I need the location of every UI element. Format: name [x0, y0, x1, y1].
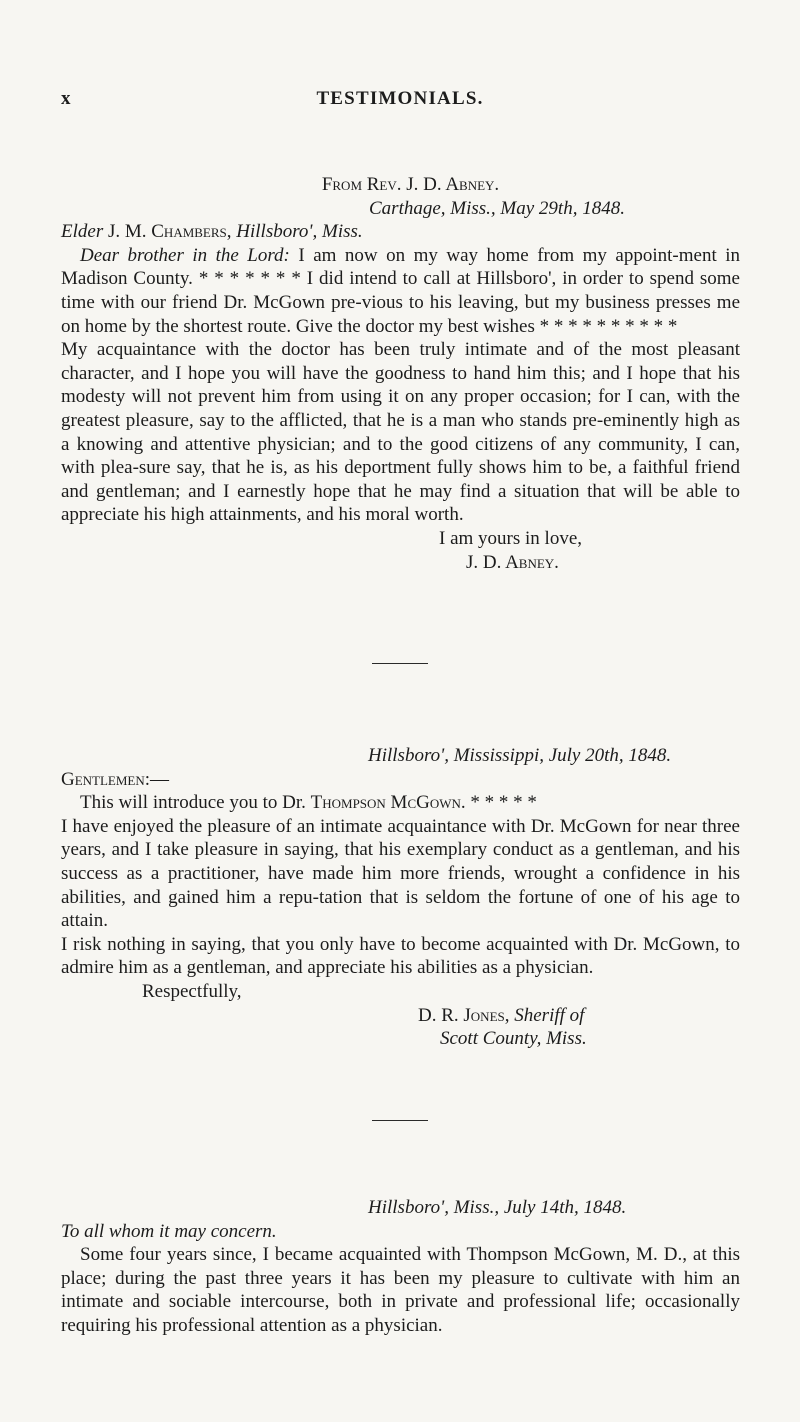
letter1-salutation: Dear brother in the Lord: [80, 244, 290, 266]
letter3-dateline: Hillsboro', Miss., July 14th, 1848. [368, 1197, 627, 1218]
letter-jones [61, 744, 740, 1051]
letter1-closing: I am yours in love, [439, 527, 583, 549]
letter1-paragraph: Dear brother in the Lord: I am now on my way home from my appoint-ment in Madison County. * * * * * * * I did intend to call at Hillsboro', in order to spend some time with our friend Dr. McGown pre-vious to his leaving, but my business presses me on home by the shortest route. Give the doctor my best wishes * * * * * * * * * * [61, 244, 741, 337]
letter2-paragraph-2: I risk nothing in saying, that you only have to become acquainted with Dr. McGown, to admire him as a gentleman, and appreciate his abilities as a physician. [61, 933, 740, 979]
letter2-dateline: Hillsboro', Mississippi, July 20th, 1848. [368, 745, 672, 766]
letter-third [61, 1196, 740, 1338]
letter1-from-line: From Rev. J. D. Abney. [321, 174, 500, 195]
letter1-signature: J. D. Abney. [466, 551, 559, 573]
letter2-intro: This will introduce you to Dr. Thompson McGown. * * * * * [80, 792, 537, 814]
letter2-paragraph: I have enjoyed the pleasure of an intimate acquaintance with Dr. McGown for near three years, and I take pleasure in saying, that his exemplary conduct as a gentleman, and his success as a practitioner, have made him more friends, wrought a confidence in his abilities, and gained him a repu-tation that is seldom the fortune of one of his age to attain. [61, 815, 740, 932]
letter3-salutation: To all whom it may concern. [61, 1220, 277, 1242]
letter1-dateline: Carthage, Miss., May 29th, 1848. [369, 197, 625, 219]
letter1-paragraph-2: My acquaintance with the doctor has been truly intimate and of the most pleasant character, and I hope you will have the goodness to hand him this; and I hope that his modesty will not prevent him from using it on any proper occasion; for I can, with the greatest pleasure, say to the afflicted, that he is a man who stands pre-eminently high as a knowing and attentive physician; and to the good citizens of any community, I can, with plea-sure say, that he is, as his deportment fully shows him to be, a faithful friend and gentleman; and I earnestly hope that he may find a situation that will be able to appreciate his high attainments, and his moral worth. [61, 339, 740, 526]
letter2-salutation: Gentlemen:— [61, 768, 170, 790]
section-divider [372, 663, 428, 664]
letter1-addressee: Elder J. M. Chambers, Hillsboro', Miss. [61, 221, 363, 243]
page-number: x [61, 88, 71, 109]
letter-abney [61, 173, 740, 574]
page-title: TESTIMONIALS. [316, 88, 484, 109]
running-head [0, 88, 800, 112]
letter3-paragraph: Some four years since, I became acquainted with Thompson McGown, M. D., at this place; during the past three years it has been my pleasure to cultivate with him an intimate and sociable intercourse, both in private and professional life; occasionally requiring his professional attention as a physician. [61, 1244, 740, 1336]
letter2-closing: Respectfully, [142, 980, 242, 1002]
letter2-signature-title: Scott County, Miss. [440, 1028, 587, 1050]
section-divider-2 [372, 1120, 428, 1121]
letter2-signature: D. R. Jones, Sheriff of [418, 1004, 585, 1026]
